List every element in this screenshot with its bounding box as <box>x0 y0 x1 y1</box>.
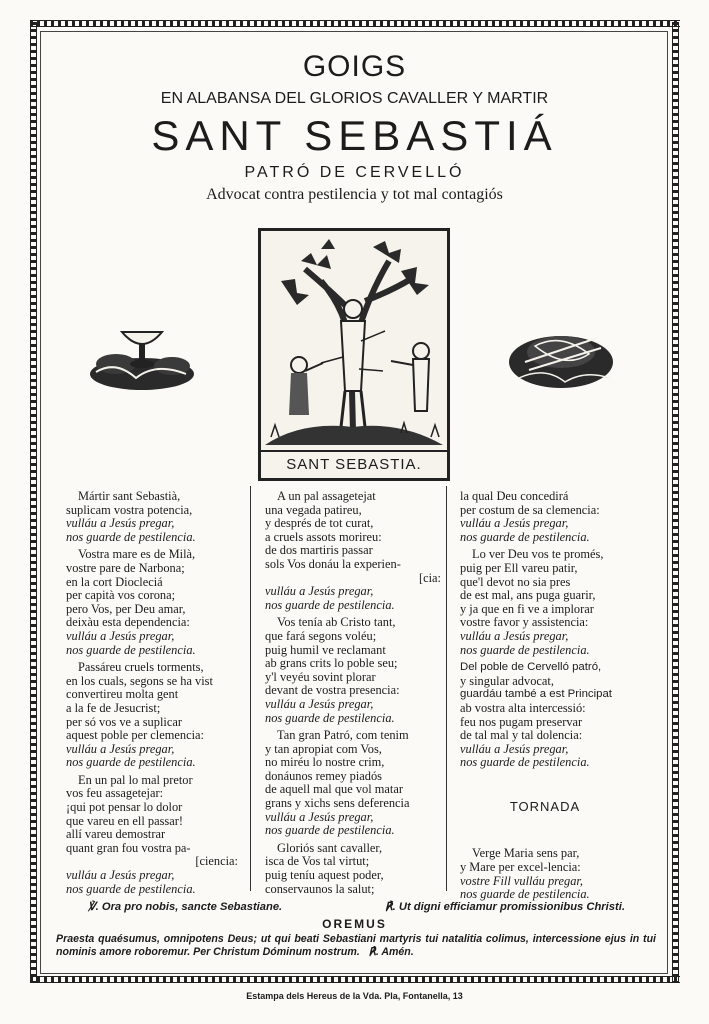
chain-border-bottom <box>30 976 680 983</box>
verse-line: puig humil ve reclamant <box>265 642 386 657</box>
stanza <box>66 548 242 657</box>
verse-column-3 <box>460 490 630 906</box>
verse-line: per capità vos corona; <box>66 588 176 603</box>
verse-line: guardáu també a est Principat <box>460 688 612 701</box>
stanza <box>66 774 242 896</box>
chalice-ornament-icon <box>86 312 198 392</box>
verse-line: devant de vostra presencia: <box>265 683 400 698</box>
verse-line: convertireu molta gent <box>66 687 179 702</box>
verse-line: y singular advocat, <box>460 673 554 688</box>
verse-line: ¡qui pot pensar lo dolor <box>66 800 183 815</box>
verse-column-2 <box>265 490 445 900</box>
verse-line: pero Vos, per Deu amar, <box>66 601 186 616</box>
refrain-line: nos guarde de pestilencia. <box>66 755 196 770</box>
stanza <box>66 661 242 770</box>
verse-line: Del poble de Cervelló patró, <box>460 661 602 674</box>
verse-line: que vareu en ell passar! <box>66 813 183 828</box>
saint-name: SANT SEBASTIÁ <box>151 112 558 159</box>
stanza <box>66 490 242 544</box>
verse-line: Lo ver Deu vos te promés, <box>472 547 604 562</box>
verse-line: conservaunos la salut; <box>265 881 375 896</box>
verse-line: [ciencia: <box>195 854 238 869</box>
verse-line: y després de tot curat, <box>265 516 374 531</box>
verse-line: Gloriós sant cavaller, <box>277 840 383 855</box>
advocate-line: Advocat contra pestilencia y tot mal contagiós <box>206 186 503 203</box>
verse-line: Verge Maria sens par, <box>472 846 580 861</box>
refrain-line: nos guarde de pestilencia. <box>460 642 590 657</box>
woodcut-caption: SANT SEBASTIA. <box>261 450 447 478</box>
verse-line: en la cort Diocleciá <box>66 574 163 589</box>
verse-line: [cia: <box>418 570 441 585</box>
refrain-line: vulláu a Jesús pregar, <box>66 516 175 531</box>
stanza <box>460 847 630 901</box>
refrain-line: vulláu a Jesús pregar, <box>265 696 374 711</box>
refrain-line: nos guarde de pestilencia. <box>265 823 395 838</box>
verse-line: y tan apropiat com Vos, <box>265 741 382 756</box>
verse-line: quant gran fou vostra pa- <box>66 840 191 855</box>
chain-border-top <box>30 20 680 27</box>
verse-line: y ja que en fi ve a implorar <box>460 601 594 616</box>
verse-line: a la fe de Jesucrist; <box>66 700 161 715</box>
verse-line: ab grans crits lo poble seu; <box>265 656 398 671</box>
prayer-body: Praesta quaésumus, omnipotens Deus; ut qui beati Sebastiani martyris tui natalitia colimus, intercessione ejus in tui nominis amore roboremur. Per Christum Dóminum nostrum. <box>56 933 656 958</box>
verse-column-1 <box>66 490 242 900</box>
refrain-line: nos guarde de pestilencia. <box>460 887 590 902</box>
refrain-line: vulláu a Jesús pregar, <box>66 868 175 883</box>
verse-line: En un pal lo mal pretor <box>78 772 193 787</box>
saint-sebastian-woodcut <box>258 228 450 481</box>
stanza <box>265 616 445 725</box>
verse-line: deixàu esta dependencia: <box>66 615 190 630</box>
refrain-line: vulláu a Jesús pregar, <box>265 809 374 824</box>
page-title: GOIGS <box>302 50 407 83</box>
refrain-line: nos guarde de pestilencia. <box>265 710 395 725</box>
arrows-ornament-icon <box>505 312 617 392</box>
refrain-line: nos guarde de pestilencia. <box>460 529 590 544</box>
verse-line: de est mal, ans puga guarir, <box>460 588 596 603</box>
stanza <box>460 490 630 544</box>
verse-line: allí vareu demostrar <box>66 827 166 842</box>
patron-line: PATRÓ DE CERVELLÓ <box>244 164 465 181</box>
amen: ℟. Amén. <box>368 946 414 958</box>
verse-line: aquest poble per clemencia: <box>66 728 204 743</box>
verse-line: de tal mal y tal dolencia: <box>460 728 583 743</box>
verse-line: Vostra mare es de Milà, <box>78 547 196 562</box>
stanza <box>265 490 445 612</box>
saint-sebastian-woodcut-icon <box>261 231 447 452</box>
refrain-line: vulláu a Jesús pregar, <box>66 741 175 756</box>
verse-line: per costum de sa clemencia: <box>460 502 600 517</box>
refrain-line: vulláu a Jesús pregar, <box>460 516 569 531</box>
verse-line: a cruels assots morireu: <box>265 529 382 544</box>
verse-line: y Mare per excel-lencia: <box>460 860 581 875</box>
versicle: ℣. Ora pro nobis, sancte Sebastiane. <box>88 901 283 913</box>
verse-line: que fará segons voléu; <box>265 628 377 643</box>
oremus-heading: OREMUS <box>322 917 387 931</box>
verse-line: y'l veyéu sovint plorar <box>265 669 376 684</box>
verse-line: suplicam vostra potencia, <box>66 502 193 517</box>
verse-line: sols Vos donáu la experien- <box>265 556 401 571</box>
verse-line: vostre pare de Narbona; <box>66 560 185 575</box>
refrain-line: nos guarde de pestilencia. <box>265 597 395 612</box>
verse-line: vostre favor y assistencia: <box>460 615 589 630</box>
refrain-line: nos guarde de pestilencia. <box>66 642 196 657</box>
verse-line: en los cuals, segons se ha vist <box>66 673 213 688</box>
printer-imprint: Estampa dels Hereus de la Vda. Pla, Fontanella, 13 <box>246 991 463 1001</box>
verse-line: Tan gran Patró, com tenim <box>277 728 409 743</box>
refrain-line: vulláu a Jesús pregar, <box>460 628 569 643</box>
verse-line: vos feu assagetejar: <box>66 786 164 801</box>
verse-line: una vegada patireu, <box>265 502 362 517</box>
refrain-line: vulláu a Jesús pregar, <box>265 584 374 599</box>
stanza <box>460 661 630 770</box>
verse-line: la qual Deu concedirá <box>460 489 569 503</box>
refrain-line: vulláu a Jesús pregar, <box>66 628 175 643</box>
response: ℟. Ut digni efficiamur promissionibus Christi. <box>385 901 625 913</box>
verse-line: puig per Ell vareu patir, <box>460 560 578 575</box>
verse-line: Passáreu cruels torments, <box>78 660 204 675</box>
column-divider <box>446 486 447 891</box>
prayer-text <box>56 933 656 959</box>
verse-line: Vos tenía ab Cristo tant, <box>277 615 396 630</box>
verse-line: feu nos pugam preservar <box>460 714 583 729</box>
stanza <box>460 548 630 657</box>
tornada-heading: TORNADA <box>509 798 581 814</box>
stanza <box>265 729 445 838</box>
refrain-line: nos guarde de pestilencia. <box>66 529 196 544</box>
stanza <box>265 842 445 896</box>
verse-line: grans y xichs sens deferencia <box>265 796 410 811</box>
refrain-line: vostre Fill vulláu pregar, <box>460 873 583 888</box>
verse-line: donáunos remey piadós <box>265 768 382 783</box>
verse-line: no miréu lo nostre crim, <box>265 755 385 770</box>
refrain-line: nos guarde de pestilencia. <box>66 881 196 896</box>
verse-line: Mártir sant Sebastià, <box>78 489 181 503</box>
refrain-line: vulláu a Jesús pregar, <box>460 741 569 756</box>
subtitle: EN ALABANSA DEL GLORIOS CAVALLER Y MARTIR <box>160 90 549 107</box>
verse-line: que'l devot no sia pres <box>460 574 571 589</box>
verse-line: per só vos ve a suplicar <box>66 714 182 729</box>
verse-line: de dos martiris passar <box>265 543 373 558</box>
verse-line: puig teníu aquest poder, <box>265 868 384 883</box>
refrain-line: nos guarde de pestilencia. <box>460 755 590 770</box>
verse-line: ab vostra alta intercessió: <box>460 700 586 715</box>
verse-line: de aquell mal que vol matar <box>265 782 403 797</box>
verse-line: A un pal assagetejat <box>277 489 376 503</box>
column-divider <box>250 486 251 891</box>
verse-line: isca de Vos tal virtut; <box>265 854 370 869</box>
